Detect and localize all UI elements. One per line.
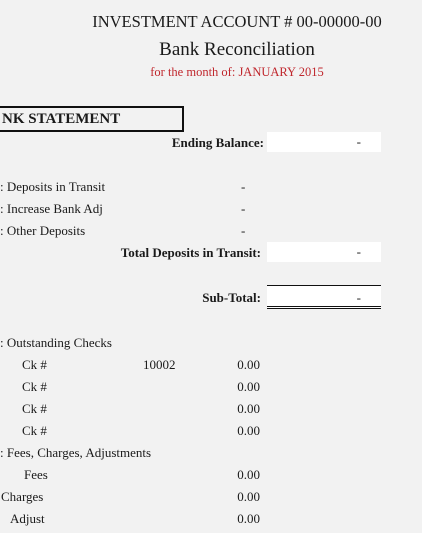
other-deposits-label: : Other Deposits	[0, 223, 86, 238]
increase-bank-adj-label: : Increase Bank Adj	[0, 201, 103, 216]
check-amount: 0.00	[237, 379, 260, 394]
check-amount: 0.00	[237, 357, 260, 372]
fees-charges-adjustments-header: : Fees, Charges, Adjustments	[0, 445, 152, 460]
check-label: Ck #	[22, 357, 47, 372]
check-label: Ck #	[22, 423, 47, 438]
account-title: INVESTMENT ACCOUNT # 00-00000-00	[92, 12, 382, 31]
subtotal-label: Sub-Total:	[202, 290, 261, 305]
subtotal-value: -	[356, 290, 361, 305]
charges-label: Charges	[1, 489, 44, 504]
outstanding-checks-header: : Outstanding Checks	[0, 335, 112, 350]
fees-label: Fees	[24, 467, 48, 482]
charges-amount: 0.00	[237, 489, 260, 504]
period-label: for the month of:	[150, 65, 236, 79]
ending-balance-cell[interactable]	[267, 132, 381, 152]
bank-statement-section-header: NK STATEMENT	[0, 106, 184, 132]
period-line	[0, 65, 422, 80]
check-label: Ck #	[22, 379, 47, 394]
subtotal-cell[interactable]	[267, 285, 381, 309]
period-value: JANUARY 2015	[238, 65, 324, 79]
fees-amount: 0.00	[237, 467, 260, 482]
total-deposits-label: Total Deposits in Transit:	[120, 245, 261, 260]
increase-bank-adj-value: -	[241, 201, 246, 216]
deposits-in-transit-value: -	[241, 179, 246, 194]
adjust-label: Adjust	[10, 511, 45, 526]
check-number: 10002	[143, 357, 176, 372]
page-title: Bank Reconciliation	[159, 39, 315, 60]
deposits-in-transit-label: : Deposits in Transit	[0, 179, 106, 194]
adjust-amount: 0.00	[237, 511, 260, 526]
ending-balance-value: -	[356, 134, 361, 149]
other-deposits-value: -	[241, 223, 246, 238]
total-deposits-cell[interactable]	[267, 242, 381, 262]
total-deposits-value: -	[356, 244, 361, 259]
ending-balance-label: Ending Balance:	[171, 135, 264, 150]
check-label: Ck #	[22, 401, 47, 416]
check-amount: 0.00	[237, 423, 260, 438]
check-amount: 0.00	[237, 401, 260, 416]
